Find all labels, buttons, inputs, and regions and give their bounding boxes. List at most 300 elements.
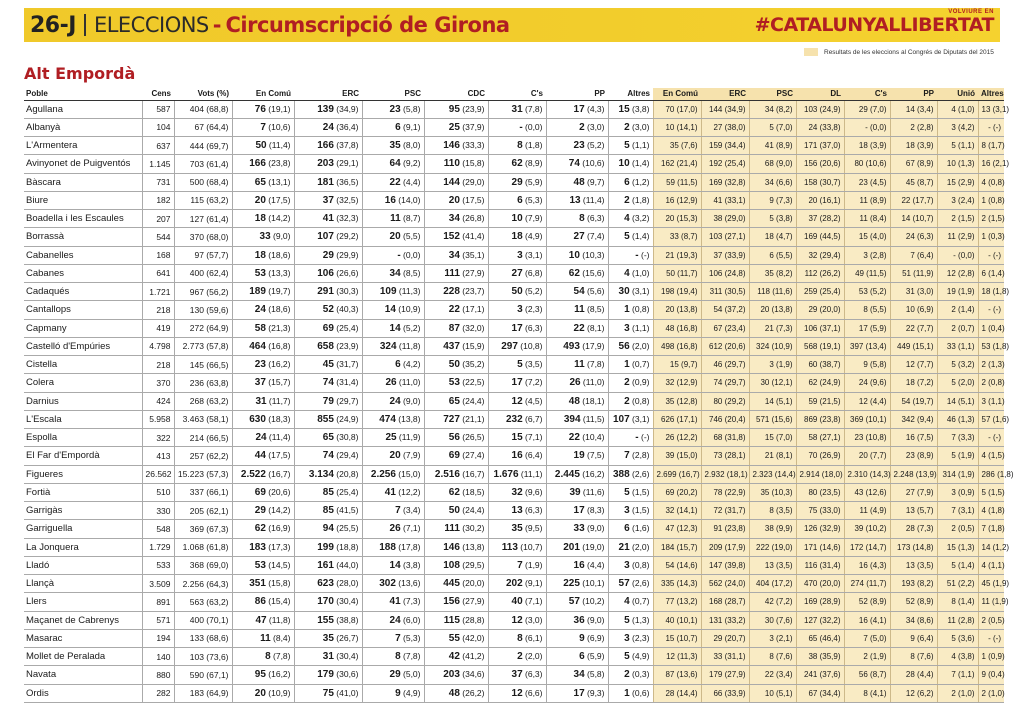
votes-value: 324 xyxy=(379,340,397,352)
result-2016-cell xyxy=(424,575,488,593)
result-2016-cell xyxy=(546,210,608,228)
result-2016-cell xyxy=(424,137,488,155)
municipality-cell: Llançà xyxy=(24,575,142,593)
result-2016-cell xyxy=(488,100,546,118)
result-2015-cell: 60 (38,7) xyxy=(796,356,844,374)
result-2015-cell: 2.932 (18,1) xyxy=(701,465,749,483)
percent-value: (8,5) xyxy=(584,304,605,315)
votes-value: 111 xyxy=(444,267,460,279)
result-2016-cell xyxy=(294,246,362,264)
result-2015-cell: 3 (1,1) xyxy=(978,392,1004,410)
votes-value: 33 xyxy=(259,231,271,243)
votes-value: 2.516 xyxy=(434,468,460,480)
percent-value: (17,5) xyxy=(459,194,485,205)
result-2016-cell xyxy=(546,575,608,593)
result-2015-cell: 193 (8,2) xyxy=(890,575,937,593)
result-2015-cell: 15 (1,3) xyxy=(937,538,978,556)
result-2015-cell: 2 (0,8) xyxy=(978,374,1004,392)
municipality-cell: Maçanet de Cabrenys xyxy=(24,611,142,629)
result-2015-cell: 8 (1,7) xyxy=(978,137,1004,155)
column-header: C's xyxy=(844,88,890,100)
result-2016-cell xyxy=(362,538,424,556)
percent-value: (6,1) xyxy=(522,632,543,643)
turnout-cell: 115 (63,2) xyxy=(174,191,232,209)
result-2016-cell xyxy=(546,374,608,392)
votes-value: 4 xyxy=(624,213,630,225)
result-2016-cell xyxy=(608,684,653,702)
percent-value: (6,3) xyxy=(522,669,543,680)
percent-value: (9,0) xyxy=(270,231,291,242)
votes-value: 58 xyxy=(254,322,266,334)
result-2015-cell: 12 (6,2) xyxy=(890,684,937,702)
result-2015-cell: 11 (8,9) xyxy=(844,191,890,209)
table-row xyxy=(24,684,1004,702)
election-date: 26-J xyxy=(30,12,76,38)
result-2016-cell xyxy=(424,319,488,337)
result-2016-cell xyxy=(488,356,546,374)
result-2016-cell xyxy=(232,155,294,173)
percent-value: (8,1) xyxy=(584,322,605,333)
turnout-cell: 444 (69,7) xyxy=(174,137,232,155)
votes-value: 11 xyxy=(574,304,585,316)
votes-value: 9 xyxy=(395,687,401,699)
result-2015-cell: 274 (11,7) xyxy=(844,575,890,593)
result-2016-cell xyxy=(362,575,424,593)
result-2016-cell xyxy=(232,319,294,337)
result-2016-cell xyxy=(294,629,362,647)
votes-value: 109 xyxy=(379,286,397,298)
votes-value: 50 xyxy=(448,359,460,371)
result-2016-cell xyxy=(362,283,424,301)
result-2015-cell: 20 (7,7) xyxy=(844,447,890,465)
percent-value: (16,2) xyxy=(265,359,291,370)
result-2016-cell xyxy=(362,447,424,465)
result-2016-cell xyxy=(546,666,608,684)
percent-value: (3,0) xyxy=(629,121,650,132)
result-2016-cell xyxy=(488,666,546,684)
result-2015-cell: 6 (5,5) xyxy=(749,246,796,264)
result-2015-cell: 38 (29,0) xyxy=(701,210,749,228)
turnout-cell: 15.223 (57,3) xyxy=(174,465,232,483)
turnout-cell: 369 (67,3) xyxy=(174,520,232,538)
percent-value: (5,0) xyxy=(400,669,421,680)
census-cell: 330 xyxy=(142,502,174,520)
result-2015-cell: 23 (8,9) xyxy=(890,447,937,465)
result-2016-cell xyxy=(546,283,608,301)
result-2015-cell: 4 (3,8) xyxy=(937,648,978,666)
result-2015-cell: 29 (20,0) xyxy=(796,301,844,319)
percent-value: (2,6) xyxy=(629,468,650,479)
municipality-cell: Biure xyxy=(24,191,142,209)
percent-value: (11,0) xyxy=(580,377,605,388)
result-2015-cell: 7 (3,3) xyxy=(937,429,978,447)
turnout-cell: 368 (69,0) xyxy=(174,556,232,574)
result-2016-cell xyxy=(546,447,608,465)
result-2016-cell xyxy=(424,283,488,301)
result-2015-cell: 4 (0,8) xyxy=(978,173,1004,191)
votes-value: 15 xyxy=(511,432,523,444)
result-2015-cell: 24 (6,3) xyxy=(890,228,937,246)
census-cell: 533 xyxy=(142,556,174,574)
percent-value: (17,5) xyxy=(265,450,291,461)
result-2016-cell xyxy=(608,666,653,684)
votes-value: 56 xyxy=(618,340,630,352)
result-2015-cell: 2 (1,3) xyxy=(978,356,1004,374)
result-2015-cell: 3 (2,1) xyxy=(749,629,796,647)
result-2016-cell xyxy=(424,337,488,355)
percent-value: (0,7) xyxy=(629,596,650,607)
turnout-cell: 205 (62,1) xyxy=(174,502,232,520)
result-2015-cell: 103 (27,1) xyxy=(701,228,749,246)
result-2016-cell xyxy=(488,684,546,702)
votes-value: 37 xyxy=(511,669,523,681)
percent-value: (3,8) xyxy=(629,103,650,114)
votes-value: 62 xyxy=(568,267,580,279)
result-2015-cell: 20 (15,3) xyxy=(653,210,701,228)
votes-value: 12 xyxy=(511,687,523,699)
result-2015-cell: 2 (1,0) xyxy=(978,684,1004,702)
column-header: PP xyxy=(890,88,937,100)
percent-value: (5,6) xyxy=(584,286,605,297)
result-2015-cell: 106 (37,1) xyxy=(796,319,844,337)
result-2016-cell xyxy=(546,483,608,501)
result-2015-cell: 20 (13,8) xyxy=(749,301,796,319)
percent-value: (9,1) xyxy=(522,578,543,589)
result-2016-cell xyxy=(488,648,546,666)
municipality-cell: Cabanelles xyxy=(24,246,142,264)
votes-value: 111 xyxy=(444,523,460,535)
result-2015-cell: 35 (10,3) xyxy=(749,483,796,501)
percent-value: (14,2) xyxy=(265,213,291,224)
percent-value: (20,8) xyxy=(333,468,359,479)
column-header: ERC xyxy=(701,88,749,100)
result-2016-cell xyxy=(608,356,653,374)
result-2016-cell xyxy=(488,264,546,282)
percent-value: (13,8) xyxy=(395,413,421,424)
percent-value: (7,8) xyxy=(584,359,605,370)
percent-value: (7,9) xyxy=(522,213,543,224)
table-row xyxy=(24,410,1004,428)
table-row xyxy=(24,173,1004,191)
result-2015-cell: 12 (11,3) xyxy=(653,648,701,666)
result-2016-cell xyxy=(294,538,362,556)
census-cell: 218 xyxy=(142,356,174,374)
result-2016-cell xyxy=(232,191,294,209)
result-2016-cell xyxy=(232,283,294,301)
result-2015-cell: 13 (3,5) xyxy=(749,556,796,574)
votes-value: 10 xyxy=(568,249,580,261)
result-2016-cell xyxy=(424,374,488,392)
votes-value: 10 xyxy=(618,158,630,170)
result-2015-cell: 15 (9,7) xyxy=(653,356,701,374)
result-2015-cell: 28 (4,4) xyxy=(890,666,937,684)
votes-value: 57 xyxy=(568,596,580,608)
percent-value: (20,6) xyxy=(265,486,291,497)
census-cell: 218 xyxy=(142,301,174,319)
result-2016-cell xyxy=(424,684,488,702)
municipality-cell: Avinyonet de Puigventós xyxy=(24,155,142,173)
votes-value: 5 xyxy=(624,614,630,626)
votes-value: 20 xyxy=(389,450,401,462)
percent-value: (26,7) xyxy=(333,632,359,643)
result-2015-cell: 286 (1,8) xyxy=(978,465,1004,483)
percent-value: (3,2) xyxy=(629,213,650,224)
result-2016-cell xyxy=(294,100,362,118)
result-2015-cell: 314 (1,9) xyxy=(937,465,978,483)
column-header: Cens xyxy=(142,88,174,100)
result-2015-cell: 38 (9,9) xyxy=(749,520,796,538)
result-2016-cell xyxy=(488,283,546,301)
votes-value: 156 xyxy=(443,596,460,608)
census-cell: 731 xyxy=(142,173,174,191)
result-2015-cell: - (-) xyxy=(978,118,1004,136)
result-2015-cell: 41 (8,9) xyxy=(749,137,796,155)
turnout-cell: 130 (59,6) xyxy=(174,301,232,319)
result-2016-cell xyxy=(608,465,653,483)
percent-value: (14,5) xyxy=(265,559,291,570)
percent-value: (5,8) xyxy=(400,103,421,114)
percent-value: (13,8) xyxy=(459,541,485,552)
table-row xyxy=(24,118,1004,136)
percent-value: (3,0) xyxy=(584,121,605,132)
census-cell: 370 xyxy=(142,374,174,392)
result-2016-cell xyxy=(232,392,294,410)
votes-value: 19 xyxy=(573,450,585,462)
votes-value: 166 xyxy=(249,158,266,170)
turnout-cell: 183 (64,9) xyxy=(174,684,232,702)
percent-value: (5,2) xyxy=(522,286,543,297)
table-row xyxy=(24,228,1004,246)
result-2015-cell: 2.248 (13,9) xyxy=(890,465,937,483)
result-2015-cell: 59 (21,5) xyxy=(796,392,844,410)
votes-value: 22 xyxy=(448,304,460,316)
percent-value: (16,7) xyxy=(459,468,485,479)
result-2015-cell: 30 (7,6) xyxy=(749,611,796,629)
result-2015-cell: 2 (0,7) xyxy=(937,319,978,337)
section-title: Alt Empordà xyxy=(24,64,136,83)
votes-value: 201 xyxy=(563,541,580,553)
turnout-cell: 2.773 (57,8) xyxy=(174,337,232,355)
result-2016-cell xyxy=(294,319,362,337)
percent-value: (10,4) xyxy=(579,432,605,443)
votes-value: 57 xyxy=(618,578,630,590)
result-2016-cell xyxy=(546,191,608,209)
result-2015-cell: 24 (9,6) xyxy=(844,374,890,392)
result-2015-cell: 35 (12,8) xyxy=(653,392,701,410)
votes-value: 297 xyxy=(501,340,518,352)
votes-value: 95 xyxy=(254,669,266,681)
result-2015-cell: 21 (7,3) xyxy=(749,319,796,337)
column-header: CDC xyxy=(424,88,488,100)
result-2016-cell xyxy=(232,137,294,155)
percent-value: (10,8) xyxy=(517,340,543,351)
result-2016-cell xyxy=(424,356,488,374)
votes-value: 74 xyxy=(568,158,580,170)
result-2015-cell: 8 (4,1) xyxy=(844,684,890,702)
result-2015-cell: 33 (31,1) xyxy=(701,648,749,666)
votes-value: 8 xyxy=(265,651,271,663)
result-2016-cell xyxy=(546,593,608,611)
result-2015-cell: 2.914 (18,0) xyxy=(796,465,844,483)
table-row xyxy=(24,301,1004,319)
table-row xyxy=(24,502,1004,520)
municipality-cell: Figueres xyxy=(24,465,142,483)
table-row xyxy=(24,374,1004,392)
result-2015-cell: 33 (8,7) xyxy=(653,228,701,246)
votes-value: 2 xyxy=(579,121,585,133)
votes-value: 2.256 xyxy=(370,468,396,480)
census-cell: 140 xyxy=(142,648,174,666)
municipality-cell: Albanyà xyxy=(24,118,142,136)
census-cell: 194 xyxy=(142,629,174,647)
result-2016-cell xyxy=(608,429,653,447)
percent-value: (41,2) xyxy=(459,651,485,662)
municipality-cell: Navata xyxy=(24,666,142,684)
result-2015-cell: 46 (1,3) xyxy=(937,410,978,428)
votes-value: 29 xyxy=(254,505,266,517)
result-2015-cell: 54 (14,6) xyxy=(653,556,701,574)
result-2016-cell xyxy=(362,520,424,538)
votes-value: 7 xyxy=(624,450,630,462)
percent-value: (15,8) xyxy=(265,578,291,589)
table-row xyxy=(24,648,1004,666)
result-2016-cell xyxy=(294,301,362,319)
result-2015-cell: 67 (23,4) xyxy=(701,319,749,337)
turnout-cell: 2.256 (64,3) xyxy=(174,575,232,593)
result-2015-cell: - (0,0) xyxy=(937,246,978,264)
votes-value: 3 xyxy=(517,249,523,261)
result-2016-cell xyxy=(424,228,488,246)
result-2015-cell: 52 (8,9) xyxy=(844,593,890,611)
turnout-cell: 145 (66,5) xyxy=(174,356,232,374)
result-2015-cell: 74 (29,7) xyxy=(701,374,749,392)
percent-value: (30,4) xyxy=(333,651,359,662)
result-2015-cell: 5 (3,6) xyxy=(937,629,978,647)
percent-value: (29,0) xyxy=(459,176,485,187)
votes-value: 24 xyxy=(389,395,401,407)
result-2015-cell: 35 (8,2) xyxy=(749,264,796,282)
result-2016-cell xyxy=(608,575,653,593)
percent-value: (11,8) xyxy=(396,340,421,351)
votes-value: 2.522 xyxy=(240,468,266,480)
table-row xyxy=(24,629,1004,647)
table-row xyxy=(24,210,1004,228)
votes-value: 22 xyxy=(573,322,585,334)
result-2015-cell: 21 (19,3) xyxy=(653,246,701,264)
percent-value: (3,1) xyxy=(629,413,650,424)
result-2015-cell: 70 (17,0) xyxy=(653,100,701,118)
result-2015-cell: 449 (15,1) xyxy=(890,337,937,355)
census-cell: 282 xyxy=(142,684,174,702)
votes-value: 5 xyxy=(624,140,630,152)
municipality-cell: Cistella xyxy=(24,356,142,374)
votes-value: 62 xyxy=(448,486,460,498)
result-2015-cell: 562 (24,0) xyxy=(701,575,749,593)
percent-value: (30,6) xyxy=(333,669,359,680)
percent-value: (25,5) xyxy=(333,523,359,534)
votes-value: 24 xyxy=(255,432,267,444)
result-2015-cell: 51 (2,2) xyxy=(937,575,978,593)
votes-value: 7 xyxy=(517,559,523,571)
votes-value: 4 xyxy=(624,267,630,279)
turnout-cell: 400 (62,4) xyxy=(174,264,232,282)
result-2016-cell xyxy=(546,319,608,337)
percent-value: (7,1) xyxy=(400,523,421,534)
votes-value: 29 xyxy=(322,249,334,261)
percent-value: (35,1) xyxy=(459,249,485,260)
percent-value: (11,6) xyxy=(580,486,605,497)
votes-value: 41 xyxy=(384,486,396,498)
percent-value: (18,6) xyxy=(265,249,291,260)
votes-value: 170 xyxy=(317,596,334,608)
percent-value: (23,8) xyxy=(265,158,291,169)
result-2015-cell: 746 (20,4) xyxy=(701,410,749,428)
percent-value: (18,6) xyxy=(265,304,291,315)
votes-value: 24 xyxy=(389,614,401,626)
result-2016-cell xyxy=(424,118,488,136)
percent-value: (16,8) xyxy=(265,340,291,351)
result-2016-cell xyxy=(294,137,362,155)
votes-value: 69 xyxy=(322,322,334,334)
result-2016-cell xyxy=(488,611,546,629)
votes-value: 31 xyxy=(511,103,523,115)
table-row xyxy=(24,429,1004,447)
percent-value: (30,3) xyxy=(333,286,359,297)
table-row xyxy=(24,465,1004,483)
percent-value: (28,0) xyxy=(333,578,359,589)
result-2015-cell: 28 (7,3) xyxy=(890,520,937,538)
turnout-cell: 67 (64,4) xyxy=(174,118,232,136)
percent-value: (1,8) xyxy=(522,140,543,151)
votes-value: 79 xyxy=(322,395,334,407)
municipality-cell: Darnius xyxy=(24,392,142,410)
municipality-cell: Borrassà xyxy=(24,228,142,246)
votes-value: 291 xyxy=(317,286,334,298)
result-2015-cell: 22 (7,7) xyxy=(890,319,937,337)
result-2016-cell xyxy=(294,264,362,282)
result-2015-cell: 6 (1,4) xyxy=(978,264,1004,282)
percent-value: (6,9) xyxy=(584,632,605,643)
result-2015-cell: 18 (3,9) xyxy=(844,137,890,155)
result-2015-cell: 568 (19,1) xyxy=(796,337,844,355)
result-2016-cell xyxy=(294,173,362,191)
result-2015-cell: 10 (5,1) xyxy=(749,684,796,702)
percent-value: (17,1) xyxy=(459,304,485,315)
percent-value: (44,0) xyxy=(333,559,359,570)
result-2015-cell: 335 (14,3) xyxy=(653,575,701,593)
result-2015-cell: 626 (17,1) xyxy=(653,410,701,428)
result-2016-cell xyxy=(488,301,546,319)
votes-value: 23 xyxy=(389,103,401,115)
votes-value: - xyxy=(519,121,523,133)
brand-logo xyxy=(755,9,994,35)
result-2016-cell xyxy=(424,611,488,629)
table-row xyxy=(24,246,1004,264)
votes-value: 17 xyxy=(573,505,585,517)
result-2015-cell: 33 (1,1) xyxy=(937,337,978,355)
result-2015-cell: 5 (7,0) xyxy=(749,118,796,136)
percent-value: (4,9) xyxy=(522,231,543,242)
turnout-cell: 133 (68,6) xyxy=(174,629,232,647)
votes-value: 41 xyxy=(389,596,401,608)
result-2015-cell: 65 (46,4) xyxy=(796,629,844,647)
census-cell: 424 xyxy=(142,392,174,410)
percent-value: (8,7) xyxy=(400,213,421,224)
result-2015-cell: 48 (16,8) xyxy=(653,319,701,337)
votes-value: 65 xyxy=(254,176,266,188)
percent-value: (26,5) xyxy=(459,432,485,443)
percent-value: (5,5) xyxy=(400,231,421,242)
